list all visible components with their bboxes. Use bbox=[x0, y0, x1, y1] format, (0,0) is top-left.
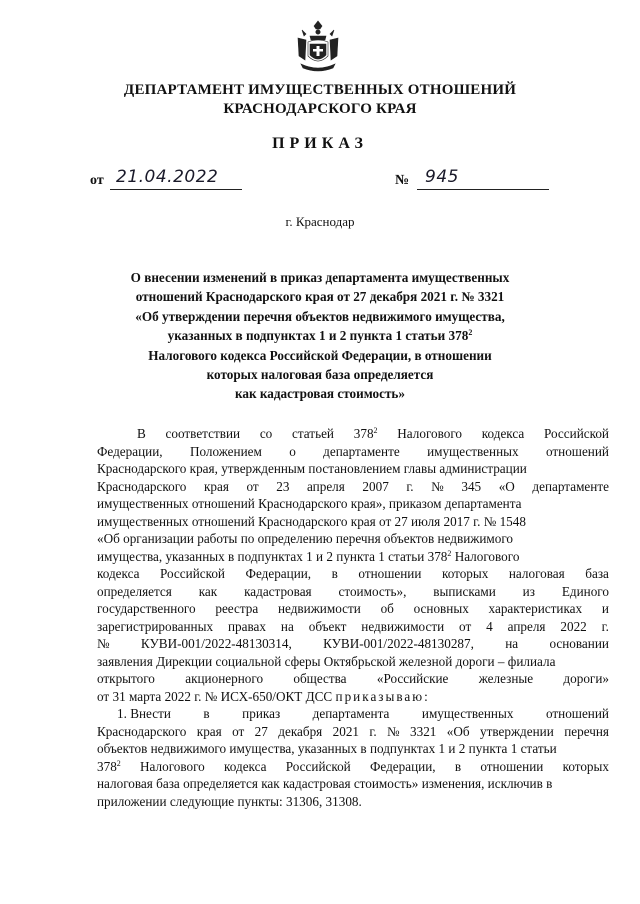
superscript: 2 bbox=[116, 758, 121, 768]
body-line bbox=[97, 670, 609, 688]
word: Российской bbox=[285, 758, 351, 774]
word: отношении bbox=[358, 566, 422, 581]
word: 23 bbox=[276, 478, 290, 494]
word: КУВИ-001/2022-48130287, bbox=[323, 636, 474, 651]
subject-line: отношений Краснодарского края от 27 декабря 2021 г. № 3321 bbox=[135, 289, 505, 305]
word: «Российские bbox=[376, 671, 449, 686]
word: департаменте bbox=[532, 478, 609, 494]
word: департамента bbox=[312, 706, 390, 721]
word: г. bbox=[406, 478, 414, 494]
word: В bbox=[137, 426, 146, 441]
body-line: налоговая база определяется как кадастровая стоимость» изменения, исключив в bbox=[97, 776, 553, 791]
order-body bbox=[97, 425, 609, 810]
word: Российской bbox=[160, 566, 225, 581]
body-line: заявления Дирекции социальной сферы Октябрьской железной дороги – филиала bbox=[97, 653, 556, 669]
word: соответствии bbox=[165, 426, 241, 441]
body-line bbox=[97, 583, 609, 601]
word: налоговая bbox=[508, 566, 565, 581]
body-line bbox=[97, 478, 609, 496]
word: на bbox=[505, 636, 519, 651]
word: база bbox=[585, 566, 609, 581]
word: отношений bbox=[545, 706, 609, 721]
word: от bbox=[232, 723, 245, 739]
word: акционерного bbox=[185, 671, 264, 686]
word: г. bbox=[601, 618, 609, 634]
word: которых bbox=[562, 758, 609, 774]
subject-line: как кадастровая стоимость» bbox=[234, 386, 406, 402]
krasnodar-coat-of-arms-icon bbox=[296, 20, 340, 72]
body-text: имущества, указанных в подпунктах 1 и 2 пункта 1 статьи 378 bbox=[97, 548, 448, 564]
body-text bbox=[97, 758, 121, 776]
word: апреля bbox=[307, 478, 345, 494]
word: кодекса bbox=[97, 566, 140, 581]
body-line: Краснодарского края, утвержденным постановлением главы администрации bbox=[97, 461, 527, 476]
body-line: «Об организации работы по определению перечня объектов недвижимого bbox=[97, 531, 514, 546]
word: Краснодарского bbox=[97, 478, 187, 494]
word: Российской bbox=[544, 426, 609, 441]
word: от bbox=[459, 618, 472, 634]
body-line bbox=[97, 723, 609, 741]
word: стоимость», bbox=[338, 583, 407, 599]
department-name-line2: КРАСНОДАРСКОГО КРАЯ bbox=[223, 101, 417, 117]
body-line: приложении следующие пункты: 31306, 31308. bbox=[97, 793, 362, 809]
word: общества bbox=[293, 671, 347, 686]
word: со bbox=[259, 426, 273, 441]
body-line bbox=[97, 425, 609, 443]
body-line bbox=[97, 548, 609, 566]
word: «О bbox=[498, 478, 515, 494]
word: имущественных bbox=[427, 443, 519, 459]
word: отношений bbox=[545, 443, 609, 459]
word: перечня bbox=[564, 723, 609, 739]
word: Краснодарского bbox=[97, 723, 187, 739]
word: приказ bbox=[242, 706, 281, 721]
word: 2021 bbox=[332, 723, 360, 739]
word: апреля bbox=[507, 618, 546, 634]
date-prefix: от bbox=[90, 173, 104, 188]
word: правах bbox=[227, 618, 266, 634]
body-line bbox=[97, 565, 609, 583]
word: кодекса bbox=[481, 426, 525, 441]
word: декабря bbox=[278, 723, 323, 739]
body-line bbox=[97, 618, 609, 636]
word: КУВИ-001/2022-48130314, bbox=[140, 636, 292, 651]
word: имущественных bbox=[421, 706, 514, 721]
word: в bbox=[331, 566, 338, 581]
word: из bbox=[522, 583, 535, 599]
date-underline bbox=[110, 189, 242, 190]
word: $378^2$ bbox=[353, 426, 378, 441]
word: 4 bbox=[486, 618, 493, 634]
word: 2022 bbox=[560, 618, 587, 634]
order-number-handwritten: 945 bbox=[425, 167, 459, 187]
subject-line: «Об утверждении перечня объектов недвижимого имущества, bbox=[135, 308, 505, 324]
word: 1. Внести bbox=[117, 706, 171, 721]
order-number-field bbox=[395, 167, 459, 189]
number-underline bbox=[417, 189, 549, 190]
word: Федерации, bbox=[97, 443, 163, 459]
order-title: ПРИКАЗ bbox=[272, 135, 368, 152]
word: Положением bbox=[189, 443, 262, 459]
body-line: имущественных отношений Краснодарского края», приказом департамента bbox=[97, 496, 522, 511]
word: 3321 bbox=[410, 723, 437, 739]
subject-line bbox=[130, 326, 510, 345]
word: дороги» bbox=[563, 671, 609, 686]
word: о bbox=[289, 443, 296, 459]
word: зарегистрированных bbox=[97, 618, 214, 634]
subject-line: О внесении изменений в приказ департамента имущественных bbox=[130, 270, 510, 285]
body-line bbox=[97, 635, 609, 653]
word: выписками bbox=[433, 583, 496, 599]
word: № bbox=[97, 636, 110, 651]
order-date-handwritten: 21.04.2022 bbox=[116, 167, 219, 187]
body-line bbox=[97, 705, 609, 723]
number-prefix: № bbox=[395, 173, 410, 188]
word: в bbox=[203, 706, 210, 721]
word: об bbox=[380, 601, 394, 616]
word: утверждении bbox=[479, 723, 554, 739]
word: Единого bbox=[561, 583, 609, 599]
word: Налогового bbox=[397, 426, 463, 441]
word: края bbox=[196, 723, 222, 739]
word: № bbox=[387, 723, 400, 739]
subject-text: указанных в подпунктах 1 и 2 пункта 1 статьи 378 bbox=[167, 328, 469, 344]
body-line bbox=[97, 758, 609, 776]
order-subject bbox=[130, 268, 510, 404]
department-name-line1: ДЕПАРТАМЕНТ ИМУЩЕСТВЕННЫХ ОТНОШЕНИЙ bbox=[123, 82, 517, 98]
body-line: имущественных отношений Краснодарского края от 27 июля 2017 г. № 1548 bbox=[97, 513, 526, 529]
word: Федерации, bbox=[370, 758, 436, 774]
word: основных bbox=[413, 601, 469, 616]
body-text: от 31 марта 2022 г. № ИСХ-650/ОКТ ДСС bbox=[97, 688, 336, 704]
word: в bbox=[454, 758, 462, 774]
word: как bbox=[198, 583, 218, 599]
body-line: объектов недвижимого имущества, указанных в подпунктах 1 и 2 пункта 1 статьи bbox=[97, 741, 557, 756]
word: кадастровая bbox=[244, 583, 312, 599]
word: характеристиках bbox=[488, 601, 583, 616]
word: недвижимости bbox=[361, 618, 445, 634]
word: от bbox=[246, 478, 259, 494]
order-date-field bbox=[90, 167, 219, 189]
word: и bbox=[601, 601, 609, 616]
word: отношении bbox=[480, 758, 544, 774]
body-text: 378 bbox=[97, 758, 117, 774]
body-text: Налогового bbox=[451, 548, 520, 564]
word: основании bbox=[549, 636, 609, 651]
word: объект bbox=[308, 618, 347, 634]
word: на bbox=[280, 618, 294, 634]
word: 2007 bbox=[362, 478, 389, 494]
word: кодекса bbox=[224, 758, 267, 774]
word: г. bbox=[369, 723, 377, 739]
word: определяется bbox=[97, 583, 172, 599]
word: края bbox=[203, 478, 229, 494]
city-name: г. Краснодар bbox=[285, 214, 355, 229]
word: «Об bbox=[446, 723, 470, 739]
superscript: 2 bbox=[468, 328, 473, 338]
body-line bbox=[97, 443, 609, 461]
body-text-spaced: приказываю: bbox=[335, 688, 430, 704]
word: открытого bbox=[97, 671, 155, 686]
word: 345 bbox=[461, 478, 482, 494]
word: статьей bbox=[292, 426, 334, 441]
word: Налогового bbox=[140, 758, 205, 774]
word: государственного bbox=[97, 601, 196, 616]
body-line bbox=[97, 688, 609, 706]
word: № bbox=[431, 478, 444, 494]
word: которых bbox=[441, 566, 489, 581]
subject-line: Налогового кодекса Российской Федерации, в отношении bbox=[148, 347, 492, 363]
word: реестра bbox=[215, 601, 259, 616]
subject-line: которых налоговая база определяется bbox=[206, 367, 434, 383]
word: 27 bbox=[254, 723, 268, 739]
body-line bbox=[97, 600, 609, 618]
superscript: 2 bbox=[447, 548, 452, 558]
word: департаменте bbox=[323, 443, 400, 459]
word: недвижимости bbox=[277, 601, 361, 616]
word: железные bbox=[478, 671, 534, 686]
word: Федерации, bbox=[245, 566, 312, 581]
